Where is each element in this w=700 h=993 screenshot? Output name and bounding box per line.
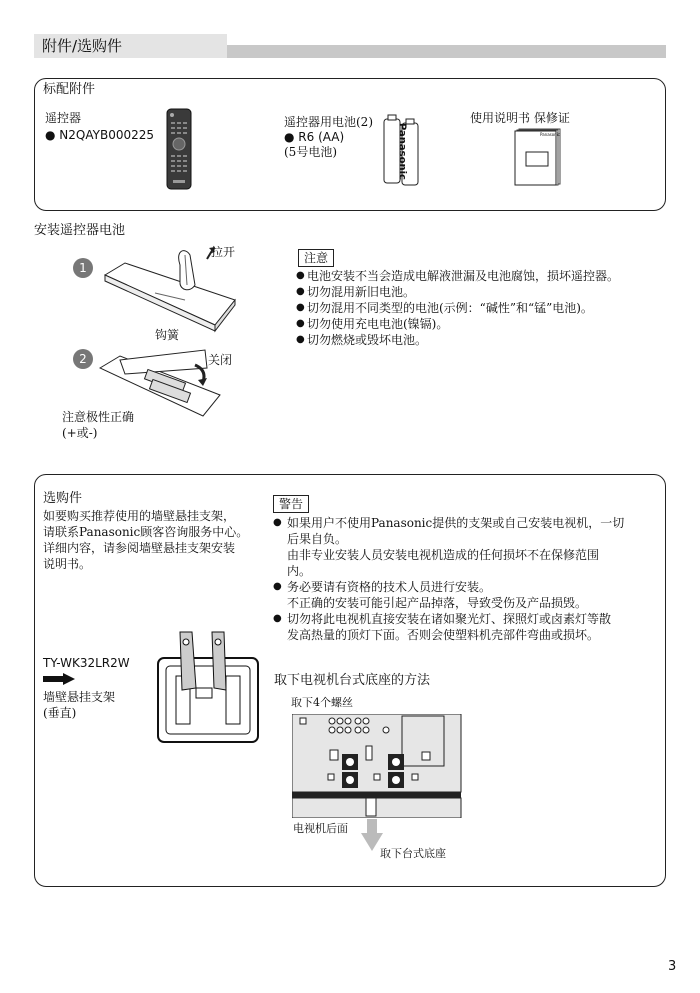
install-batteries-heading: 安装遥控器电池 <box>34 223 126 238</box>
caution-item: ● 切勿混用新旧电池。 <box>296 284 676 300</box>
remove-stand-label: 取下台式底座 <box>380 847 446 860</box>
caution-item: ● 切勿燃烧或毁坏电池。 <box>296 332 676 348</box>
batteries-model: ● R6 (AA) <box>284 130 345 144</box>
battery-cover-close-illustration <box>95 340 225 420</box>
warning-list <box>273 515 663 643</box>
warning-line: 发高热量的顶灯下面。否则会使塑料机壳部件弯曲或损坏。 <box>287 628 600 642</box>
wall-bracket-illustration <box>152 628 264 746</box>
close-label: 关闭 <box>208 353 233 367</box>
step-1-badge: 1 <box>73 258 93 278</box>
warning-line: 由非专业安装人员安装电视机造成的任何损坏不在保修范围 <box>287 548 600 562</box>
warning-line: ● 切勿将此电视机直接安装在诸如聚光灯、探照灯或卤素灯等散 <box>287 612 612 626</box>
desc-line: 如要购买推荐使用的墙壁悬挂支架， <box>43 509 236 523</box>
desc-line: 说明书。 <box>43 557 92 571</box>
warning-item <box>273 579 663 611</box>
hook-label: 钩簧 <box>155 328 180 342</box>
remote-label: 遥控器 <box>45 111 82 125</box>
screws-label: 取下4个螺丝 <box>291 696 353 709</box>
battery-brand: Panasonic <box>396 123 408 180</box>
desc-line: 详细内容，请参阅墙壁悬挂支架安装 <box>43 541 236 555</box>
batteries-note: (5号电池) <box>284 145 337 159</box>
batteries-label: 遥控器用电池(2) <box>284 115 373 129</box>
docs-label: 使用说明书 保修证 <box>470 111 570 125</box>
remote-control-image <box>166 108 192 190</box>
bracket-orientation: (垂直) <box>43 706 77 720</box>
warning-title: 警告 <box>273 495 309 513</box>
warning-line: 后果自负。 <box>287 532 348 546</box>
manual-brand: Panasonic <box>540 132 561 137</box>
warning-item <box>273 515 663 579</box>
caution-item: ● 电池安装不当会造成电解液泄漏及电池腐蚀，损坏遥控器。 <box>296 268 676 284</box>
warning-line: ● 务必要请有资格的技术人员进行安装。 <box>287 580 492 594</box>
optional-description <box>43 508 268 572</box>
bracket-name: 墙壁悬挂支架 <box>43 690 116 704</box>
desc-line: 请联系Panasonic顾客咨询服务中心。 <box>43 525 249 539</box>
warning-line: 不正确的安装可能引起产品掉落，导致受伤及产品损毁。 <box>287 596 588 610</box>
remote-model: ● N2QAYB000225 <box>45 128 155 142</box>
standard-accessories-box <box>34 78 666 211</box>
page-number: 3 <box>668 959 677 974</box>
stand-removal-heading: 取下电视机台式底座的方法 <box>274 673 431 688</box>
caution-item: ● 切勿使用充电电池(镍镉)。 <box>296 316 676 332</box>
tv-back-label: 电视机后面 <box>293 822 348 835</box>
page-title: 附件/选购件 <box>42 37 123 55</box>
bracket-model: TY-WK32LR2W <box>43 656 130 670</box>
standard-accessories-heading: 标配附件 <box>43 82 96 97</box>
warning-line: ● 如果用户不使用Panasonic提供的支架或自己安装电视机，一切 <box>287 516 625 530</box>
caution-title: 注意 <box>298 249 334 267</box>
open-label: 拉开 <box>211 245 236 259</box>
warning-item <box>273 611 663 643</box>
caution-item: ● 切勿混用不同类型的电池(示例：“碱性”和“锰”电池)。 <box>296 300 676 316</box>
tv-back-illustration <box>292 714 462 818</box>
warning-line: 内。 <box>287 564 312 578</box>
step-2-badge: 2 <box>73 349 93 369</box>
polarity-note: (+或-) <box>62 426 98 440</box>
header-rule <box>227 45 666 58</box>
optional-heading: 选购件 <box>43 491 83 506</box>
arrow-right-icon <box>43 673 75 685</box>
polarity-label: 注意极性正确 <box>62 410 135 424</box>
caution-list <box>296 268 676 348</box>
